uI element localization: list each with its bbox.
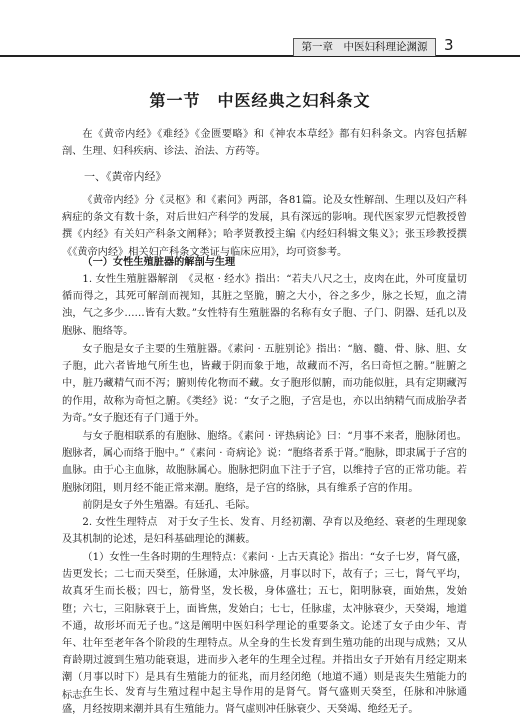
paragraph-anatomy: 1. 女性生殖脏器解剖 《灵枢 · 经水》指出：“若夫八尺之士，皮肉在此，外可度量切循而得之，其死可解剖而视知，其脏之坚脆，腑之大小，谷之多少，脉之长短，血之清浊，气之多少……皆有大数。”女性特有生殖脏器的名称有女子胞、子门、阴器、廷孔以及胞脉、胞络等。	[62, 274, 467, 337]
section-title: 第一节 中医经典之妇科条文	[149, 91, 371, 110]
chapter-title: 第一章 中医妇科理论渊源	[293, 38, 436, 56]
paragraph-life-stages: （1）女性一生各时期的生理特点：《素问 · 上古天真论》指出：“女子七岁，肾气盛，齿更发长；二七而天癸至，任脉通，太冲脉盛，月事以时下，故有子；三七，肾气平均，故真牙生而长极；四七，筋骨坚，发长极，身体盛壮；五七，阳明脉衰，面始焦，发始堕；六七，三阳脉衰于上，面皆焦，发始白；七七，任脉虚，太冲脉衰少，天癸竭，地道不通，故形坏而无子也。”这是阐明中医妇科学理论的重要条文。论述了女子由少年、青年、壮年至老年各个阶段的生理特点。从全身的生长发育到生殖功能的出现与成熟；又从育龄期过渡到生殖功能衰退，进而步入老年的生理全过程。并指出女子开始有月经定期来潮（月事以时下）是具有生殖能力的征兆，而月经闭绝（地道不通）则是丧失生殖能力的标志。	[62, 552, 467, 701]
paragraph-kidney-qi: 在生长、发育与生殖过程中起主导作用的是肾气。肾气盛则天癸至，任脉和冲脉通盛，月经按期来潮并具有生殖能力。肾气虚则冲任脉衰少、天癸竭、绝经无子。	[62, 687, 467, 716]
running-header	[0, 38, 520, 56]
page-number: 3	[444, 36, 454, 54]
heading-anatomy-physiology: （一）女性生殖脏器的解剖与生理	[82, 257, 236, 268]
paragraph-uterus: 女子胞是女子主要的生殖脏器。《素问 · 五脏别论》指出：“脑、髓、骨、脉、胆、女子胞，此六者皆地气所生也，皆藏于阴而象于地，故藏而不泻，名曰奇恒之腑。”脏腑之中，脏乃藏精气而不泻；腑则传化物而不藏。女子胞形似腑，而功能似脏，具有定期藏泻的作用，故称为奇恒之腑。《类经》说：“女子之胞，子宫是也，亦以出纳精气而成胎孕者为奇。”女子胞还有子门通于外。	[62, 344, 467, 424]
intro-paragraph: 在《黄帝内经》《难经》《金匮要略》和《神农本草经》都有妇科条文。内容包括解剖、生理、妇科疾病、诊法、治法、方药等。	[62, 129, 467, 158]
paragraph-physiology-features: 2. 女性生理特点 对于女子生长、发育、月经初潮、孕育以及绝经、衰老的生理现象及其机制的论述，是妇科基础理论的渊薮。	[62, 517, 467, 546]
header-rule	[0, 55, 520, 57]
heading-huangdi-neijing: 一、《黄帝内经》	[84, 170, 167, 183]
paragraph-neijing-overview: 《黄帝内经》分《灵枢》和《素问》两部，各81篇。论及女性解剖、生理以及妇产科病症的条文有数十条，对后世妇产科学的发展，具有深远的影响。现代医家罗元恺教授曾撰《内经》有关妇产科条文阐释》；哈孝贤教授主编《内经妇科辑文集义》；张玉珍教授撰《《黄帝内经》相关妇产科条文类证与临床应用》，均可资参考。	[62, 195, 467, 258]
paragraph-uterine-vessels: 与女子胞相联系的有胞脉、胞络。《素问 · 评热病论》曰：“月事不来者，胞脉闭也。胞脉者，属心而络于胞中。”《素问 · 奇病论》说：“胞络者系于肾。”胞脉，即隶属于子宫的血脉。由于心主血脉，故胞脉属心。胞脉把阴血下注于子宫，以维持子宫的正常功能。若胞脉闭阻，则月经不能正常来潮。胞络，是子宫的络脉，具有维系子宫的作用。	[62, 431, 467, 494]
paragraph-external-genitalia: 前阴是女子外生殖器。有廷孔、毛际。	[82, 500, 256, 511]
